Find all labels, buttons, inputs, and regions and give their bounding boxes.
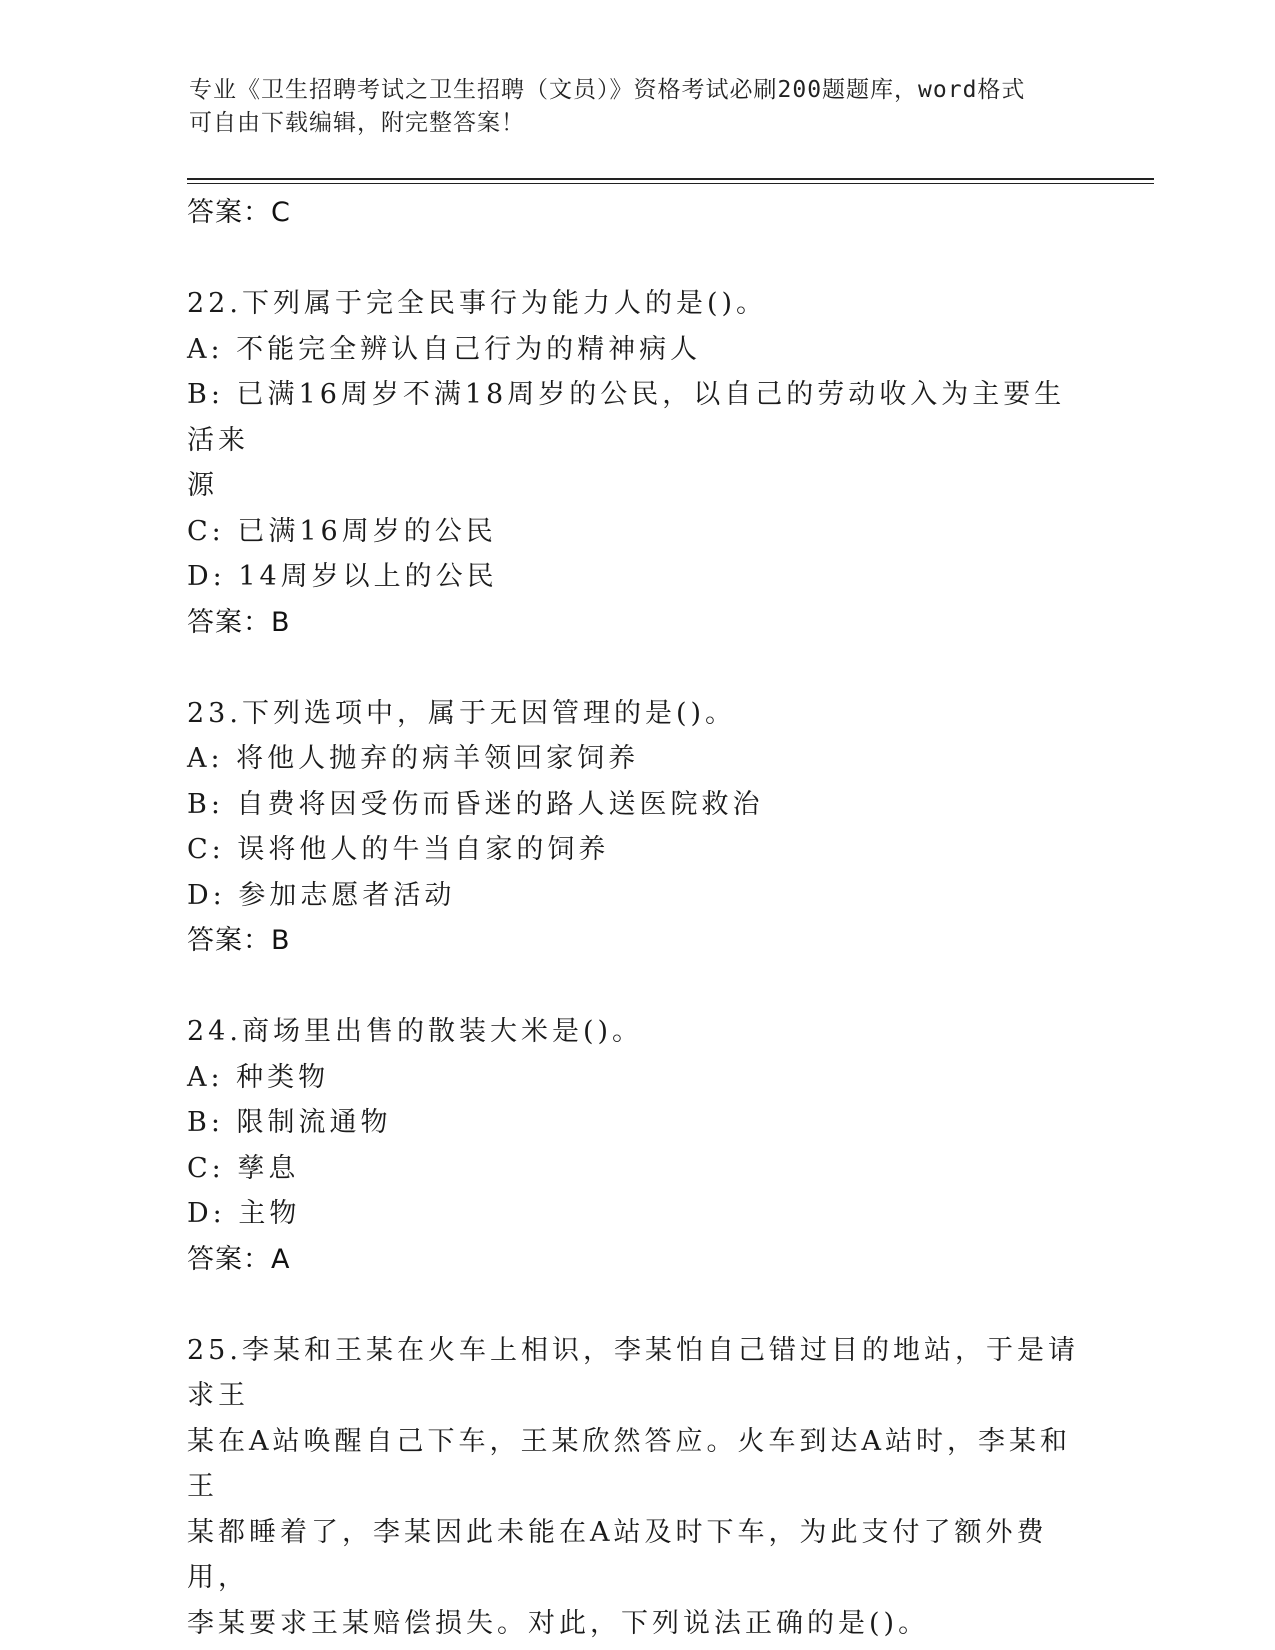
answer-key: 答案：A (187, 1243, 291, 1275)
header-line-1: 专业《卫生招聘考试之卫生招聘（文员）》资格考试必刷200题题库，word格式 (189, 77, 1026, 103)
question-block (187, 1009, 1087, 1282)
question-spacer (187, 1282, 1087, 1328)
question-stem-line: 某在A站唤醒自己下车，王某欣然答应。火车到达A站时，李某和王 (187, 1425, 1071, 1502)
question-block (187, 281, 1087, 645)
question-spacer (187, 645, 1087, 691)
question-stem-line: 25.李某和王某在火车上相识，李某怕自己错过目的地站，于是请求王 (187, 1334, 1079, 1411)
question-block (187, 1328, 1087, 1647)
question-spacer (187, 235, 1087, 281)
answer-option-line: D: 主物 (187, 1198, 301, 1229)
question-stem-line: 李某要求王某赔偿损失。对此，下列说法正确的是()。 (187, 1607, 930, 1639)
answer-key: 答案：B (187, 925, 291, 956)
answer-option-line: A: 不能完全辨认自己行为的精神病人 (187, 333, 702, 365)
header-line-2: 可自由下载编辑，附完整答案！ (189, 110, 525, 136)
question-stem-line: 22.下列属于完全民事行为能力人的是()。 (187, 288, 768, 319)
answer-option-line: D: 14周岁以上的公民 (187, 561, 498, 592)
question-stem-line: 某都睡着了，李某因此未能在A站及时下车，为此支付了额外费用， (187, 1516, 1048, 1593)
document-header (189, 74, 1089, 140)
question-block (187, 691, 1087, 964)
answer-option-line: C: 孳息 (187, 1152, 300, 1184)
answer-option-line: B: 已满16周岁不满18周岁的公民，以自己的劳动收入为主要生活来 (187, 379, 1066, 456)
header-divider-thin (187, 183, 1154, 184)
question-stem-line: 23.下列选项中，属于无因管理的是()。 (187, 697, 737, 729)
answer-option-line: C: 已满16周岁的公民 (187, 515, 497, 547)
answer-option-line: B: 自费将因受伤而昏迷的路人送医院救治 (187, 788, 764, 820)
answer-option-line: A: 将他人抛弃的病羊领回家饲养 (187, 743, 640, 774)
answer-option-line: D: 参加志愿者活动 (187, 879, 456, 911)
answer-option-line: A: 种类物 (187, 1061, 330, 1093)
answer-key: 答案：B (187, 606, 291, 638)
question-list (187, 190, 1087, 1646)
header-divider-thick (187, 178, 1154, 180)
answer-option-line: C: 误将他人的牛当自家的饲养 (187, 834, 610, 865)
answer-option-line: 源 (187, 470, 218, 501)
previous-answer: 答案：C (187, 197, 291, 228)
question-stem-line: 24.商场里出售的散装大米是()。 (187, 1016, 644, 1047)
question-spacer (187, 963, 1087, 1009)
answer-option-line: B: 限制流通物 (187, 1107, 392, 1138)
